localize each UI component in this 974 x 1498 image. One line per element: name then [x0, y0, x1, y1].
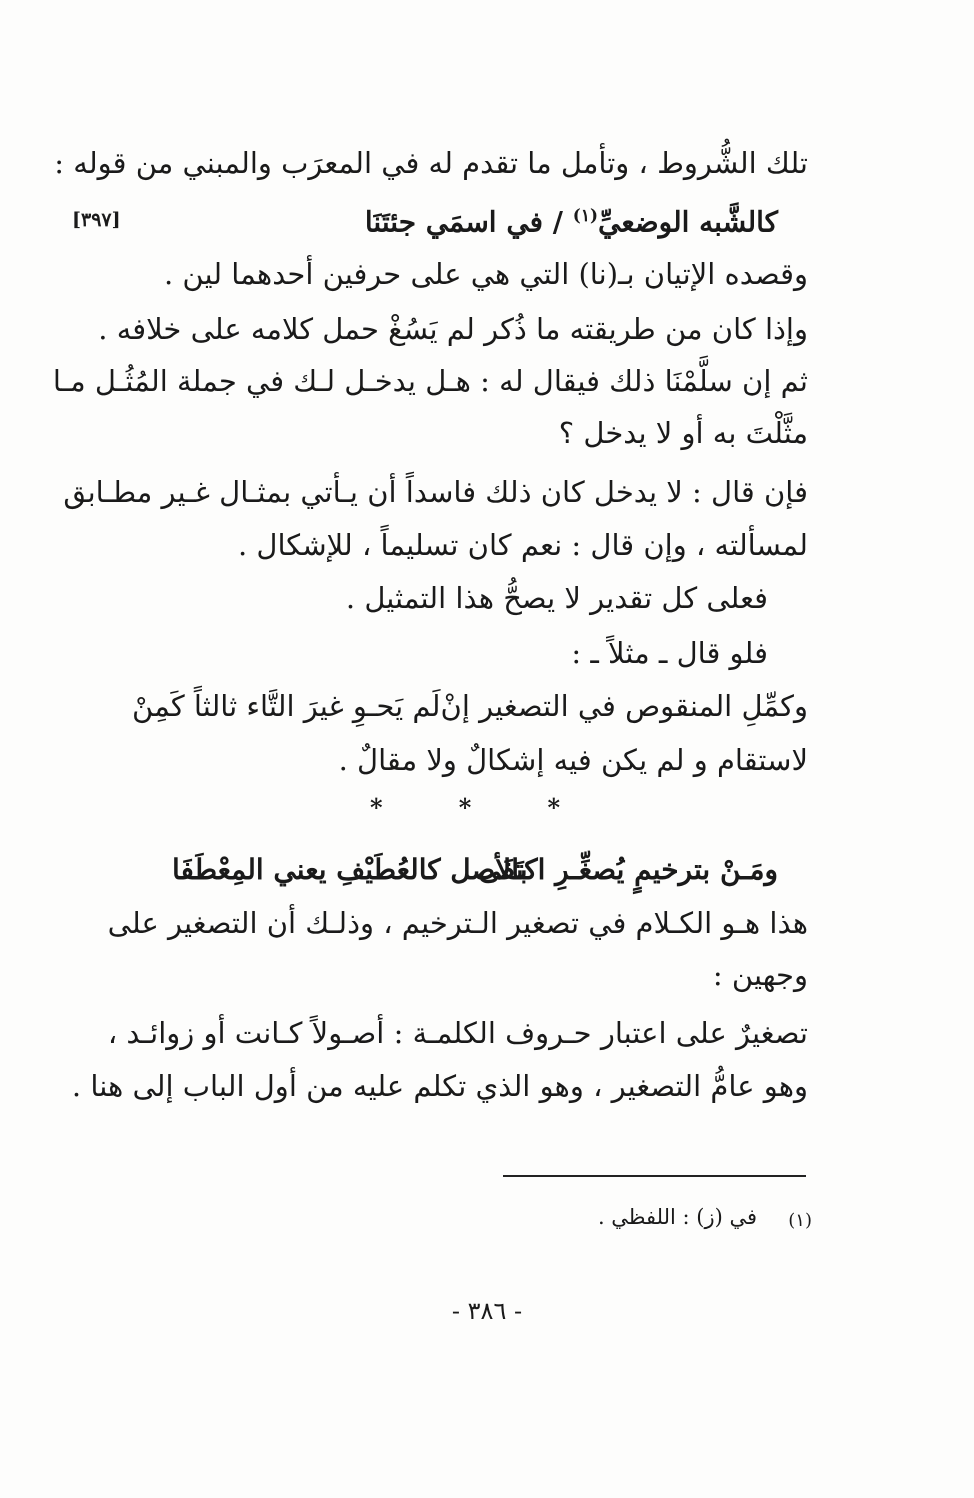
footnote-separator: [503, 1175, 806, 1177]
text-line-14: وجهين :: [712, 958, 808, 992]
text-line-9: فعلى كل تقدير لا يصحُّ هذا التمثيل .: [345, 581, 768, 615]
star-3: *: [547, 793, 560, 822]
page-number: - ٣٨٦ -: [451, 1297, 523, 1325]
quote-text: كالشَّبه الوضعيِّ: [598, 205, 778, 239]
margin-reference: [٣٩٧]: [72, 209, 121, 231]
verse-line-1: [132, 686, 808, 726]
quoted-verse: [364, 196, 778, 242]
text-line-8: لمسألته ، وإن قال : نعم كان تسليماً ، للإشكال .: [237, 528, 808, 562]
text-line-15: تصغيرٌ على اعتبار حـروف الكلمـة : أصـولاً كـانت أو زوائـد ،: [107, 1016, 808, 1050]
star-1: *: [370, 793, 383, 822]
text-line-16: وهو عامُّ التصغير ، وهو الذي تكلم عليه من أول الباب إلى هنا .: [71, 1069, 808, 1103]
text-line-5: ثم إن سلَّمْنَا ذلك فيقال له : هـل يدخـل لـك في جملة المُثُـل مـا: [52, 364, 808, 398]
text-line-3: وقصده الإتيان بـ(نا) التي هي على حرفين أحدهما لين .: [163, 257, 808, 291]
text-line-13: هذا هـو الكـلام في تصغير الـترخيم ، وذلـك أن التصغير على: [107, 906, 808, 940]
verse-1-left: لَم يَحـوِ غيرَ التَّاء ثالثاً كَمِنْ: [132, 689, 441, 723]
star-2: *: [458, 793, 472, 822]
verse-1-right: وكمِّلِ المنقوص في التصغير إنْ: [440, 689, 808, 723]
text-line-1: تلك الشُّروط ، وتأمل ما تقدم له في المعرَب والمبني من قوله :: [54, 146, 808, 180]
verse-2-left: بالأصل كالعُطَيْفِ يعني المِعْطَفَا: [172, 853, 528, 886]
text-line-6: مثَّلْتَ به أو لا يدخل ؟: [558, 416, 808, 450]
quote-rest: / في اسمَي جئتَنَا: [364, 205, 564, 239]
text-line-4: وإذا كان من طريقته ما ذُكر لم يَسُغْ حمل كلامه على خلافه .: [98, 312, 808, 346]
verse-2-right: ومَـنْ بترخيمٍ يُصغِّـرِ اكتَفَى: [478, 853, 778, 886]
footnote-text: في (ز) : اللفظي .: [597, 1205, 757, 1229]
verse-line-2: [172, 850, 778, 890]
text-line-7: فإن قال : لا يدخل كان ذلك فاسداً أن يـأتي بمثـال غـير مطـابق: [63, 475, 808, 509]
footnote-number: (١): [788, 1210, 812, 1231]
text-line-10: فلو قال ـ مثلاً ـ :: [571, 636, 768, 670]
text-line-12: لاستقام و لم يكن فيه إشكالٌ ولا مقالٌ .: [338, 743, 808, 777]
footnote-marker: (١): [572, 206, 599, 226]
section-separator-stars: [370, 793, 560, 822]
